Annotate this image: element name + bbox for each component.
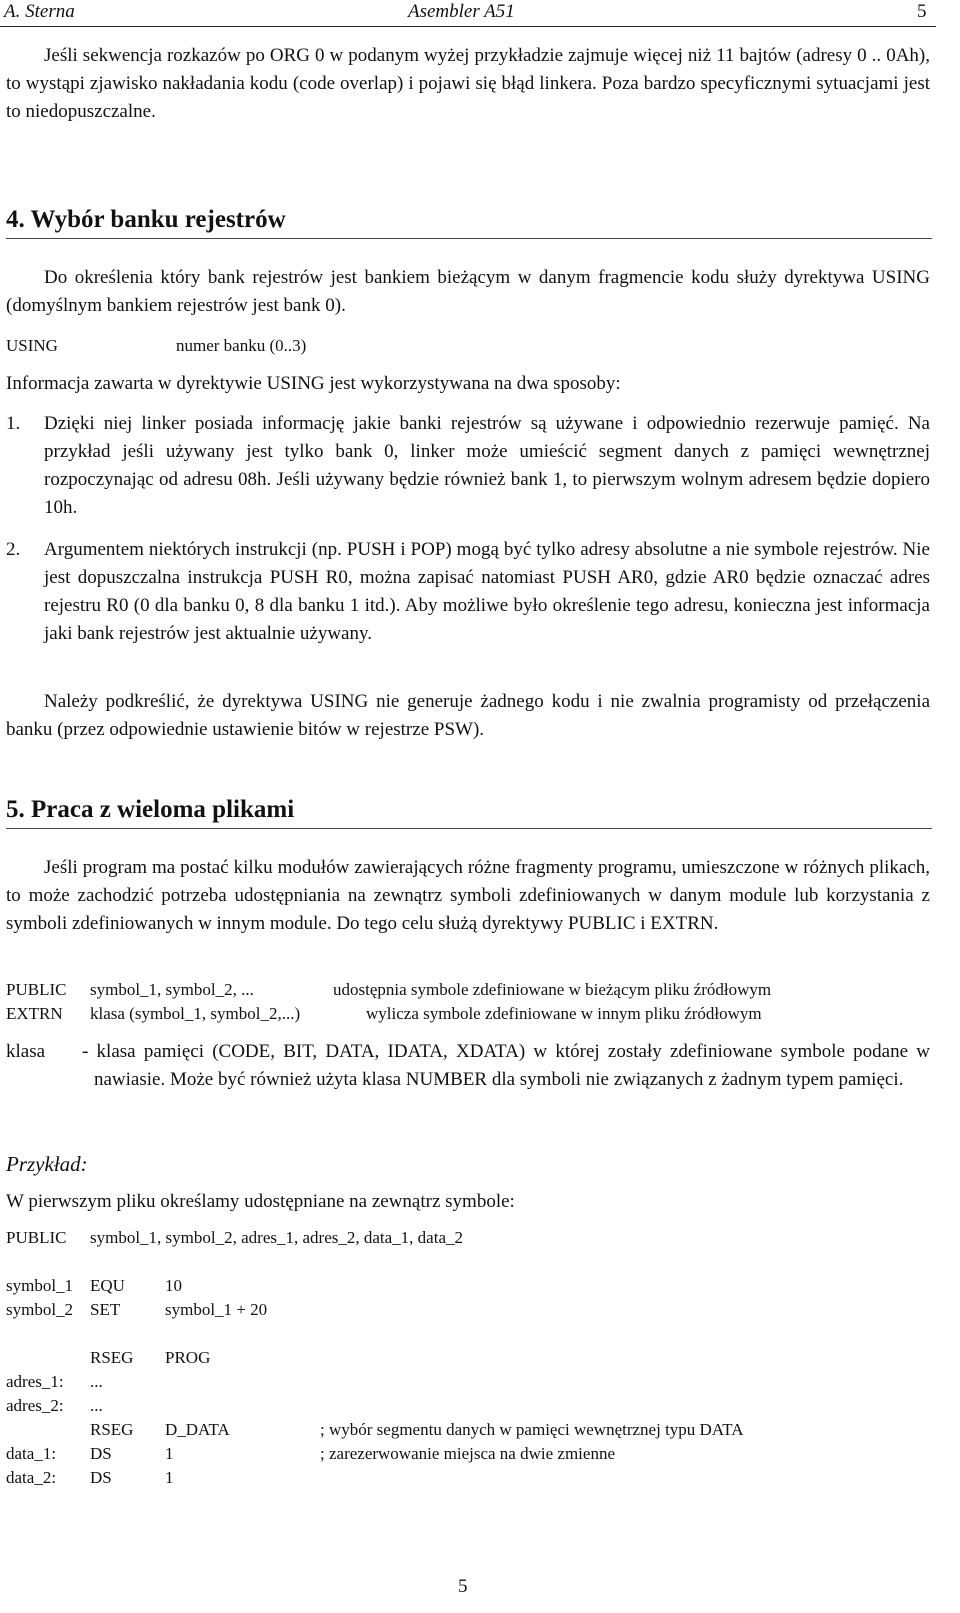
using-syntax-argument: numer banku (0..3) — [176, 336, 307, 355]
code-label: adres_2: — [6, 1396, 64, 1415]
code-op: ... — [90, 1396, 103, 1415]
public-directive-keyword: PUBLIC — [6, 980, 67, 999]
public-directive-argument: symbol_1, symbol_2, ... — [90, 980, 254, 999]
code-op: DS — [90, 1444, 112, 1463]
page-header — [0, 0, 936, 27]
footer-page-number: 5 — [458, 1576, 468, 1597]
section-4-title: 4. Wybór banku rejestrów — [6, 204, 932, 239]
code-label: data_1: — [6, 1444, 57, 1463]
code-op: SET — [90, 1300, 121, 1319]
section-5-title: 5. Praca z wieloma plikami — [6, 794, 932, 829]
public-directive-description: udostępnia symbole zdefiniowane w bieżącym pliku źródłowym — [333, 980, 772, 999]
header-title: Asembler A51 — [408, 1, 515, 22]
code-arg: symbol_1 + 20 — [165, 1300, 268, 1319]
code-arg: D_DATA — [165, 1420, 230, 1439]
code-op: ... — [90, 1372, 103, 1391]
klasa-term: klasa — [6, 1041, 46, 1062]
header-author: A. Sterna — [4, 1, 75, 22]
example-public-keyword: PUBLIC — [6, 1228, 67, 1247]
code-label: symbol_2 — [6, 1300, 74, 1319]
intro-paragraph: Jeśli sekwencja rozkazów po ORG 0 w podanym wyżej przykładzie zajmuje więcej niż 11 bajtów (adresy 0 .. 0Ah), to wystąpi zjawisko nakładania kodu (code overlap) i pojawi się błąd linkera. Poza bardzo specyficznymi sytuacjami jest to niedopuszczalne. — [6, 45, 930, 122]
code-label: adres_1: — [6, 1372, 64, 1391]
code-arg: PROG — [165, 1348, 211, 1367]
code-label: data_2: — [6, 1468, 57, 1487]
code-arg: 1 — [165, 1468, 174, 1487]
section-4-paragraph-2: Informacja zawarta w dyrektywie USING jest wykorzystywana na dwa sposoby: — [6, 373, 621, 394]
code-op: RSEG — [90, 1420, 134, 1439]
section-4-paragraph-1: Do określenia który bank rejestrów jest bankiem bieżącym w danym fragmencie kodu służy dyrektywa USING (domyślnym bankiem rejestrów jest bank 0). — [6, 267, 930, 316]
code-label: symbol_1 — [6, 1276, 74, 1295]
code-op: DS — [90, 1468, 112, 1487]
list-item: 2. Argumentem niektórych instrukcji (np. PUSH i POP) mogą być tylko adresy absolutne a nie symbole rejestrów. Nie jest dopuszczalna instrukcja PUSH R0, można zapisać natomiast PUSH AR0, gdzie AR0 będzie oznaczać adres rejestru R0 (0 dla banku 0, 8 dla banku 1 itd.). Aby możliwe było określenie tego adresu, konieczna jest informacja jaki bank rejestrów jest aktualnie używany. — [6, 539, 930, 644]
example-intro: W pierwszym pliku określamy udostępniane na zewnątrz symbole: — [6, 1191, 515, 1212]
header-page-number: 5 — [917, 1, 927, 22]
section-4-paragraph-3: Należy podkreślić, że dyrektywa USING nie generuje żadnego kodu i nie zwalnia programisty od przełączenia banku (przez odpowiednie ustawienie bitów w rejestrze PSW). — [6, 691, 930, 740]
code-op: EQU — [90, 1276, 125, 1295]
extrn-directive-argument: klasa (symbol_1, symbol_2,...) — [90, 1004, 301, 1023]
list-item: 1. Dzięki niej linker posiada informację jakie banki rejestrów są używane i odpowiednio rezerwuje pamięć. Na przykład jeśli używany jest tylko bank 0, linker może umieścić segment danych z pamięci wewnętrznej rozpoczynając od adresu 08h. Jeśli używany będzie również bank 1, to pierwszym wolnym adresem będzie dopiero 10h. — [6, 413, 930, 518]
code-arg: 10 — [165, 1276, 182, 1295]
code-arg: 1 — [165, 1444, 174, 1463]
example-label: Przykład: — [6, 1152, 88, 1176]
code-op: RSEG — [90, 1348, 134, 1367]
extrn-directive-keyword: EXTRN — [6, 1004, 63, 1023]
extrn-directive-description: wylicza symbole zdefiniowane w innym pliku źródłowym — [366, 1004, 762, 1023]
klasa-definition — [6, 1038, 930, 1094]
example-public-arguments: symbol_1, symbol_2, adres_1, adres_2, data_1, data_2 — [90, 1228, 463, 1247]
code-comment: ; zarezerwowanie miejsca na dwie zmienne — [320, 1444, 615, 1463]
code-comment: ; wybór segmentu danych w pamięci wewnętrznej typu DATA — [320, 1420, 744, 1439]
using-syntax-keyword: USING — [6, 336, 58, 355]
section-5-paragraph-1: Jeśli program ma postać kilku modułów zawierających różne fragmenty programu, umieszczone w różnych plikach, to może zachodzić potrzeba udostępniania na zewnątrz symboli zdefiniowanych w danym module lub korzystania z symboli zdefiniowanych w innym module. Do tego celu służą dyrektywy PUBLIC i EXTRN. — [6, 857, 930, 934]
klasa-description: - klasa pamięci (CODE, BIT, DATA, IDATA, XDATA) w której zostały zdefiniowane symbole podane w nawiasie. Może być również użyta klasa NUMBER dla symboli nie związanych z żadnym typem pamięci. — [82, 1041, 930, 1090]
